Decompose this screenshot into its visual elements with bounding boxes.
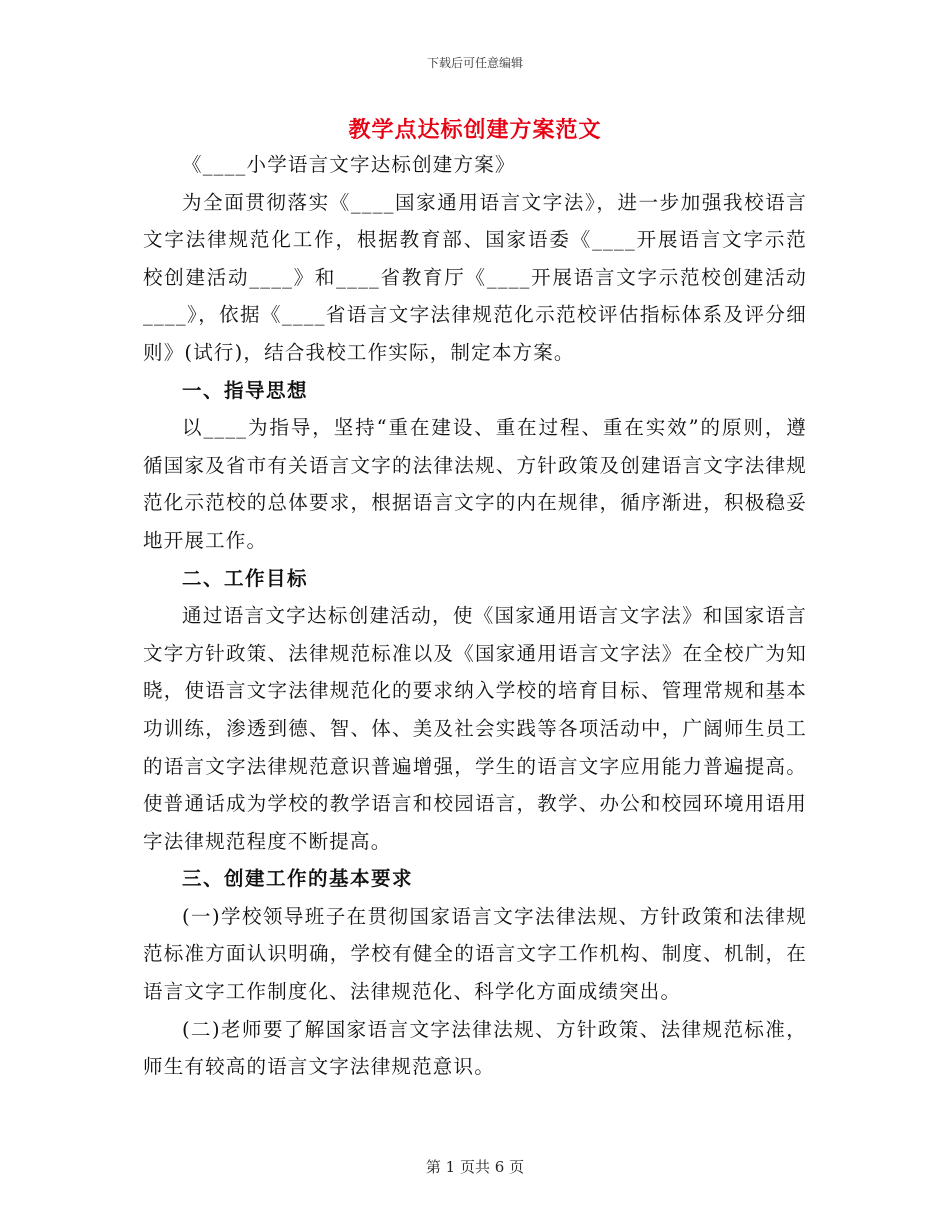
section-heading-guiding-ideology: 一、指导思想 xyxy=(182,378,309,402)
page-number-footer: 第 1 页共 6 页 xyxy=(425,1158,525,1176)
section-heading-basic-requirements: 三、创建工作的基本要求 xyxy=(182,867,414,891)
intro-paragraph: 为全面贯彻落实《____国家通用语言文字法》，进一步加强我校语言文字法律规范化工作，根据教育部、国家语委《____开展语言文字示范校创建活动____》和____省教育厅《____开展语言文字示范校创建活动____》，依据《____省语言文字法律规范化示范校评估指标体系及评分细则》(试行)，结合我校工作实际，制定本方案。 xyxy=(143,190,807,364)
document-body xyxy=(143,146,807,1086)
page-header-note: 下载后可任意编辑 xyxy=(426,56,523,70)
guiding-ideology-paragraph: 以____为指导，坚持“重在建设、重在过程、重在实效”的原则，遵循国家及省市有关语言文字的法律法规、方针政策及创建语言文字法律规范化示范校的总体要求，根据语言文字的内在规律，循序渐进，积极稳妥地开展工作。 xyxy=(143,416,807,552)
document-title: 教学点达标创建方案范文 xyxy=(348,118,602,143)
section-heading-work-goals: 二、工作目标 xyxy=(182,566,309,590)
requirement-item-2: (二)老师要了解国家语言文字法律法规、方针政策、法律规范标准，师生有较高的语言文字法律规范意识。 xyxy=(143,1017,807,1079)
work-goals-paragraph: 通过语言文字达标创建活动，使《国家通用语言文字法》和国家语言文字方针政策、法律规范标准以及《国家通用语言文字法》在全校广为知晓，使语言文字法律规范化的要求纳入学校的培育目标、管理常规和基本功训练，渗透到德、智、体、美及社会实践等各项活动中，广阔师生员工的语言文字法律规范意识普遍增强，学生的语言文字应用能力普遍提高。使普通话成为学校的教学语言和校园语言，教学、办公和校园环境用语用字法律规范程度不断提高。 xyxy=(143,604,807,853)
requirement-item-1: (一)学校领导班子在贯彻国家语言文字法律法规、方针政策和法律规范标准方面认识明确，学校有健全的语言文字工作机构、制度、机制，在语言文字工作制度化、法律规范化、科学化方面成绩突出。 xyxy=(143,904,807,1004)
plan-name-line: 《____小学语言文字达标创建方案》 xyxy=(182,153,516,176)
